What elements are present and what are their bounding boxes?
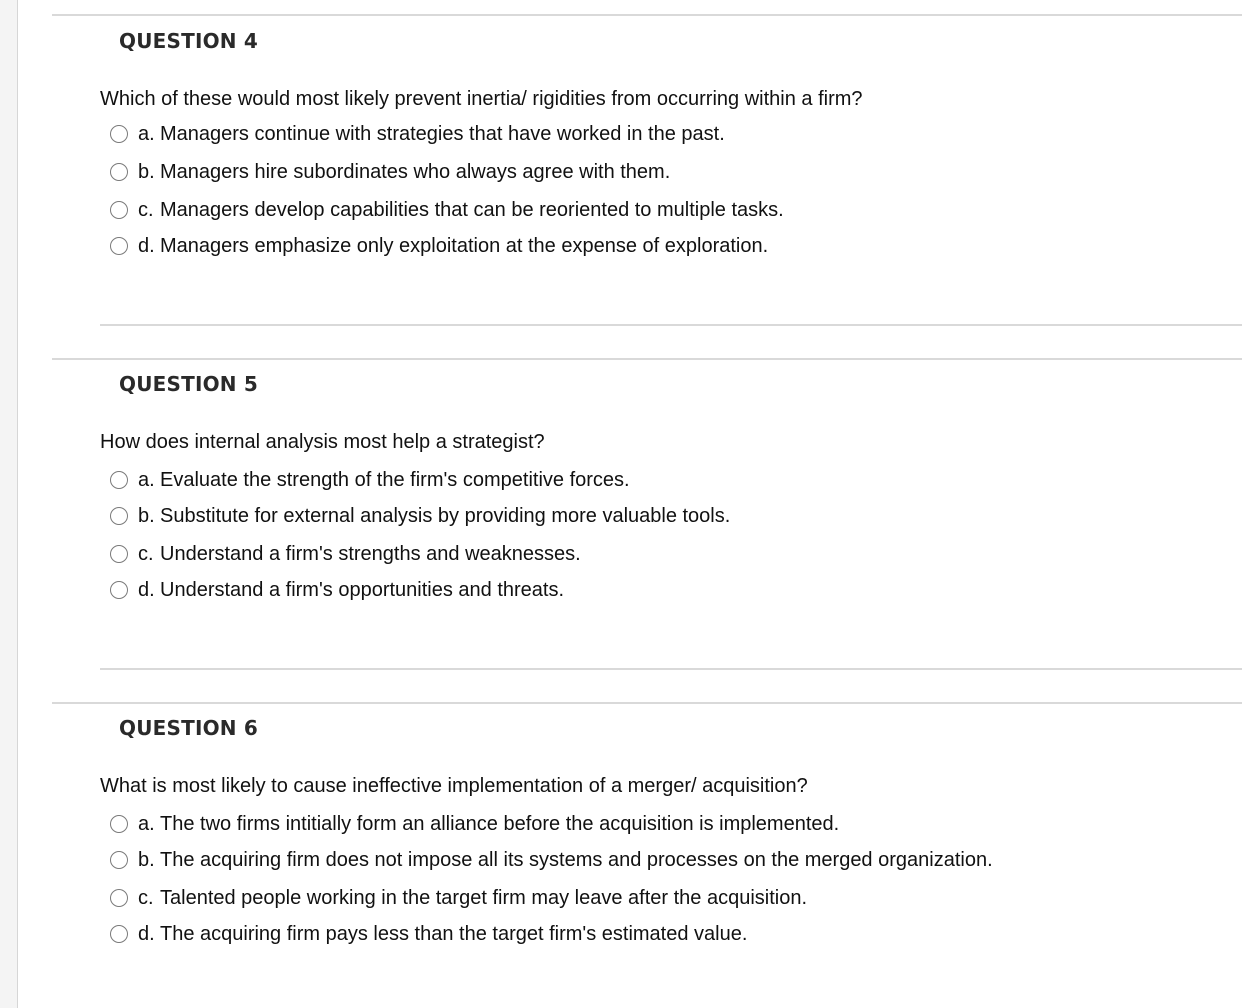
answer-option-b[interactable] [110, 848, 993, 872]
question-prompt: How does internal analysis most help a strategist? [100, 431, 545, 453]
option-text: Managers hire subordinates who always agree with them. [160, 160, 671, 183]
option-text: Managers emphasize only exploitation at the expense of exploration. [160, 234, 769, 257]
answer-option-b[interactable] [110, 160, 670, 184]
option-letter: d. [138, 234, 155, 257]
answer-option-a[interactable] [110, 122, 725, 146]
radio-button-c[interactable] [110, 545, 128, 563]
option-letter: a. [138, 468, 155, 491]
radio-button-a[interactable] [110, 471, 128, 489]
question-separator [52, 358, 1242, 360]
option-letter: a. [138, 812, 155, 835]
option-letter: c. [138, 886, 154, 909]
option-text: The acquiring firm pays less than the target firm's estimated value. [160, 922, 748, 945]
question-6 [52, 702, 1242, 1008]
option-text: The two firms intitially form an alliance before the acquisition is implemented. [160, 812, 840, 835]
question-4 [52, 14, 1242, 326]
radio-button-a[interactable] [110, 815, 128, 833]
radio-button-d[interactable] [110, 925, 128, 943]
question-title: QUESTION 6 [119, 716, 259, 740]
question-separator [52, 14, 1242, 16]
option-letter: b. [138, 504, 155, 527]
answer-option-c[interactable] [110, 198, 784, 222]
answer-option-a[interactable] [110, 812, 839, 836]
option-letter: a. [138, 122, 155, 145]
radio-button-b[interactable] [110, 163, 128, 181]
option-letter: d. [138, 922, 155, 945]
radio-button-b[interactable] [110, 507, 128, 525]
option-letter: c. [138, 198, 154, 221]
question-separator [52, 702, 1242, 704]
option-text: Managers develop capabilities that can be reoriented to multiple tasks. [160, 198, 784, 221]
option-text: Understand a firm's strengths and weaknesses. [160, 542, 581, 565]
radio-button-b[interactable] [110, 851, 128, 869]
option-text: Talented people working in the target firm may leave after the acquisition. [160, 886, 808, 909]
question-bottom-divider [100, 668, 1242, 670]
question-5 [52, 358, 1242, 670]
radio-button-d[interactable] [110, 581, 128, 599]
radio-button-c[interactable] [110, 889, 128, 907]
radio-button-a[interactable] [110, 125, 128, 143]
radio-button-c[interactable] [110, 201, 128, 219]
answer-option-b[interactable] [110, 504, 730, 528]
option-text: Understand a firm's opportunities and threats. [160, 578, 565, 601]
answer-option-d[interactable] [110, 922, 747, 946]
question-title: QUESTION 4 [119, 29, 259, 53]
option-text: Managers continue with strategies that have worked in the past. [160, 122, 725, 145]
option-letter: b. [138, 848, 155, 871]
answer-option-c[interactable] [110, 886, 807, 910]
option-letter: c. [138, 542, 154, 565]
radio-button-d[interactable] [110, 237, 128, 255]
question-title: QUESTION 5 [119, 372, 259, 396]
question-prompt: Which of these would most likely prevent inertia/ rigidities from occurring within a firm? [100, 88, 863, 110]
answer-option-d[interactable] [110, 578, 564, 602]
option-text: Substitute for external analysis by providing more valuable tools. [160, 504, 731, 527]
answer-option-a[interactable] [110, 468, 630, 492]
answer-option-c[interactable] [110, 542, 581, 566]
option-text: The acquiring firm does not impose all its systems and processes on the merged organization. [160, 848, 993, 871]
question-prompt: What is most likely to cause ineffective implementation of a merger/ acquisition? [100, 775, 808, 797]
answer-option-d[interactable] [110, 234, 768, 258]
option-letter: d. [138, 578, 155, 601]
option-text: Evaluate the strength of the firm's competitive forces. [160, 468, 630, 491]
question-bottom-divider [100, 324, 1242, 326]
option-letter: b. [138, 160, 155, 183]
left-rail [0, 0, 18, 1008]
